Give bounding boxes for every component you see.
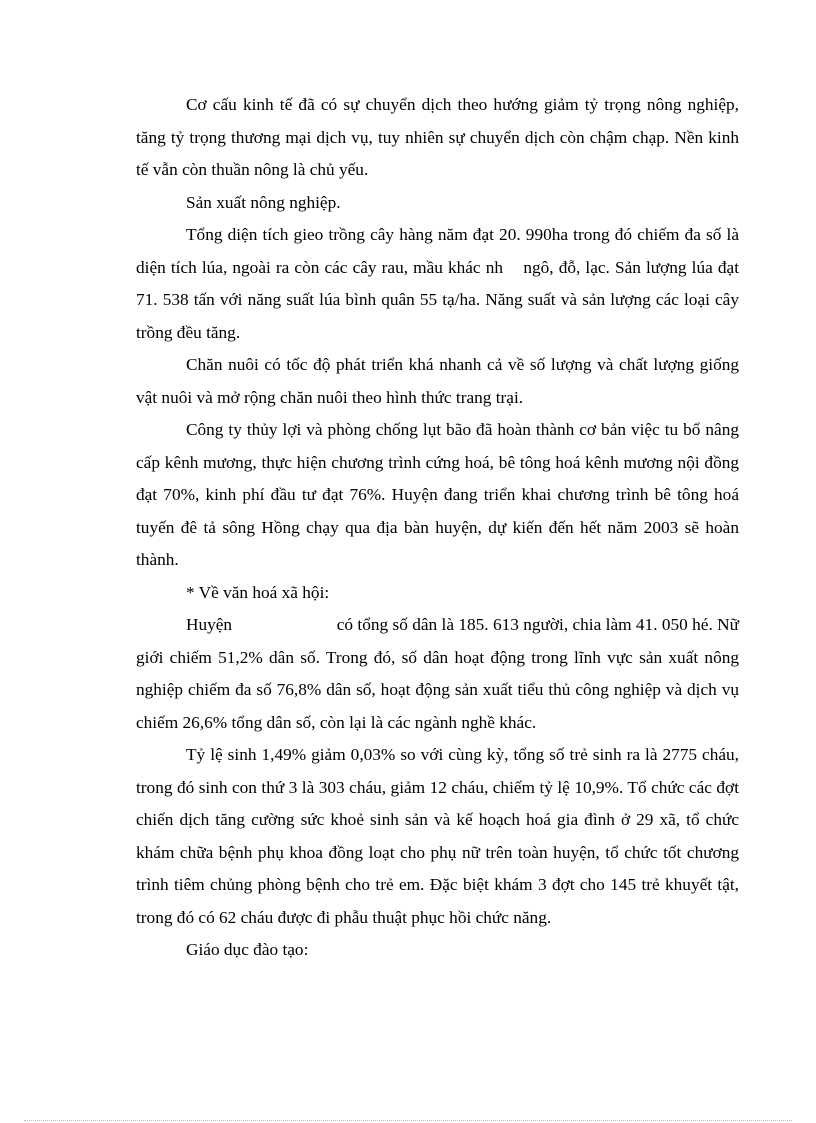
heading-agriculture: Sản xuất nông nghiệp.	[186, 192, 341, 212]
heading-culture-society: * Về văn hoá xã hội:	[186, 582, 330, 602]
paragraph-cultivation-area: Tổng diện tích gieo trồng cây hàng năm đạt 20. 990ha trong đó chiếm đa số là diện tích lúa, ngoài ra còn các cây rau, mầu khác nh ngô, đỗ, lạc. Sản lượng lúa đạt 71. 538 tấn với năng suất lúa bình quân 55 tạ/ha. Năng suất và sản lượng các loại cây trồng đều tăng.	[136, 225, 744, 342]
paragraph-irrigation: Công ty thủy lợi và phòng chống lụt bão đã hoàn thành cơ bản việc tu bổ nâng cấp kênh mương, thực hiện chương trình cứng hoá, bê tông hoá kênh mương nội đồng đạt 70%, kinh phí đầu tư đạt 76%. Huyện đang triển khai chương trình bê tông hoá tuyến đê tả sông Hồng chạy qua địa bàn huyện, dự kiến đến hết năm 2003 sẽ hoàn thành.	[136, 420, 744, 569]
page-bottom-divider	[24, 1120, 792, 1121]
paragraph-economic-structure: Cơ cấu kinh tế đã có sự chuyển dịch theo hướng giảm tỷ trọng nông nghiệp, tăng tỷ trọng thương mại dịch vụ, tuy nhiên sự chuyển dịch còn chậm chạp. Nền kinh tế vẫn còn thuần nông là chủ yếu.	[136, 95, 744, 179]
paragraph-birth-rate-health: Tỷ lệ sinh 1,49% giảm 0,03% so với cùng kỳ, tổng số trẻ sinh ra là 2775 cháu, trong đó sinh con thứ 3 là 303 cháu, giảm 12 cháu, chiếm tỷ lệ 10,9%. Tổ chức các đợt chiến dịch tăng cường sức khoẻ sinh sản và kế hoạch hoá gia đình ở 29 xã, tổ chức khám chữa bệnh phụ khoa đồng loạt cho phụ nữ trên toàn huyện, tổ chức tốt chương trình tiêm chủng phòng bệnh cho trẻ em. Đặc biệt khám 3 đợt cho 145 trẻ khuyết tật, trong đó có 62 cháu được đi phẫu thuật phục hồi chức năng.	[136, 745, 744, 927]
document-body	[136, 89, 744, 967]
heading-education-training: Giáo dục đào tạo:	[186, 940, 309, 959]
paragraph-population: Huyện có tổng số dân là 185. 613 người, chia làm 41. 050 hé. Nữ giới chiếm 51,2% dân số. Trong đó, số dân hoạt động trong lĩnh vực sản xuất nông nghiệp chiếm đa số 76,8% dân số, hoạt động sản xuất tiểu thủ công nghiệp và dịch vụ chiếm 26,6% tổng dân số, còn lại là các ngành nghề khác.	[136, 615, 744, 732]
paragraph-livestock: Chăn nuôi có tốc độ phát triển khá nhanh cả về số lượng và chất lượng giống vật nuôi và mở rộng chăn nuôi theo hình thức trang trại.	[136, 355, 744, 407]
